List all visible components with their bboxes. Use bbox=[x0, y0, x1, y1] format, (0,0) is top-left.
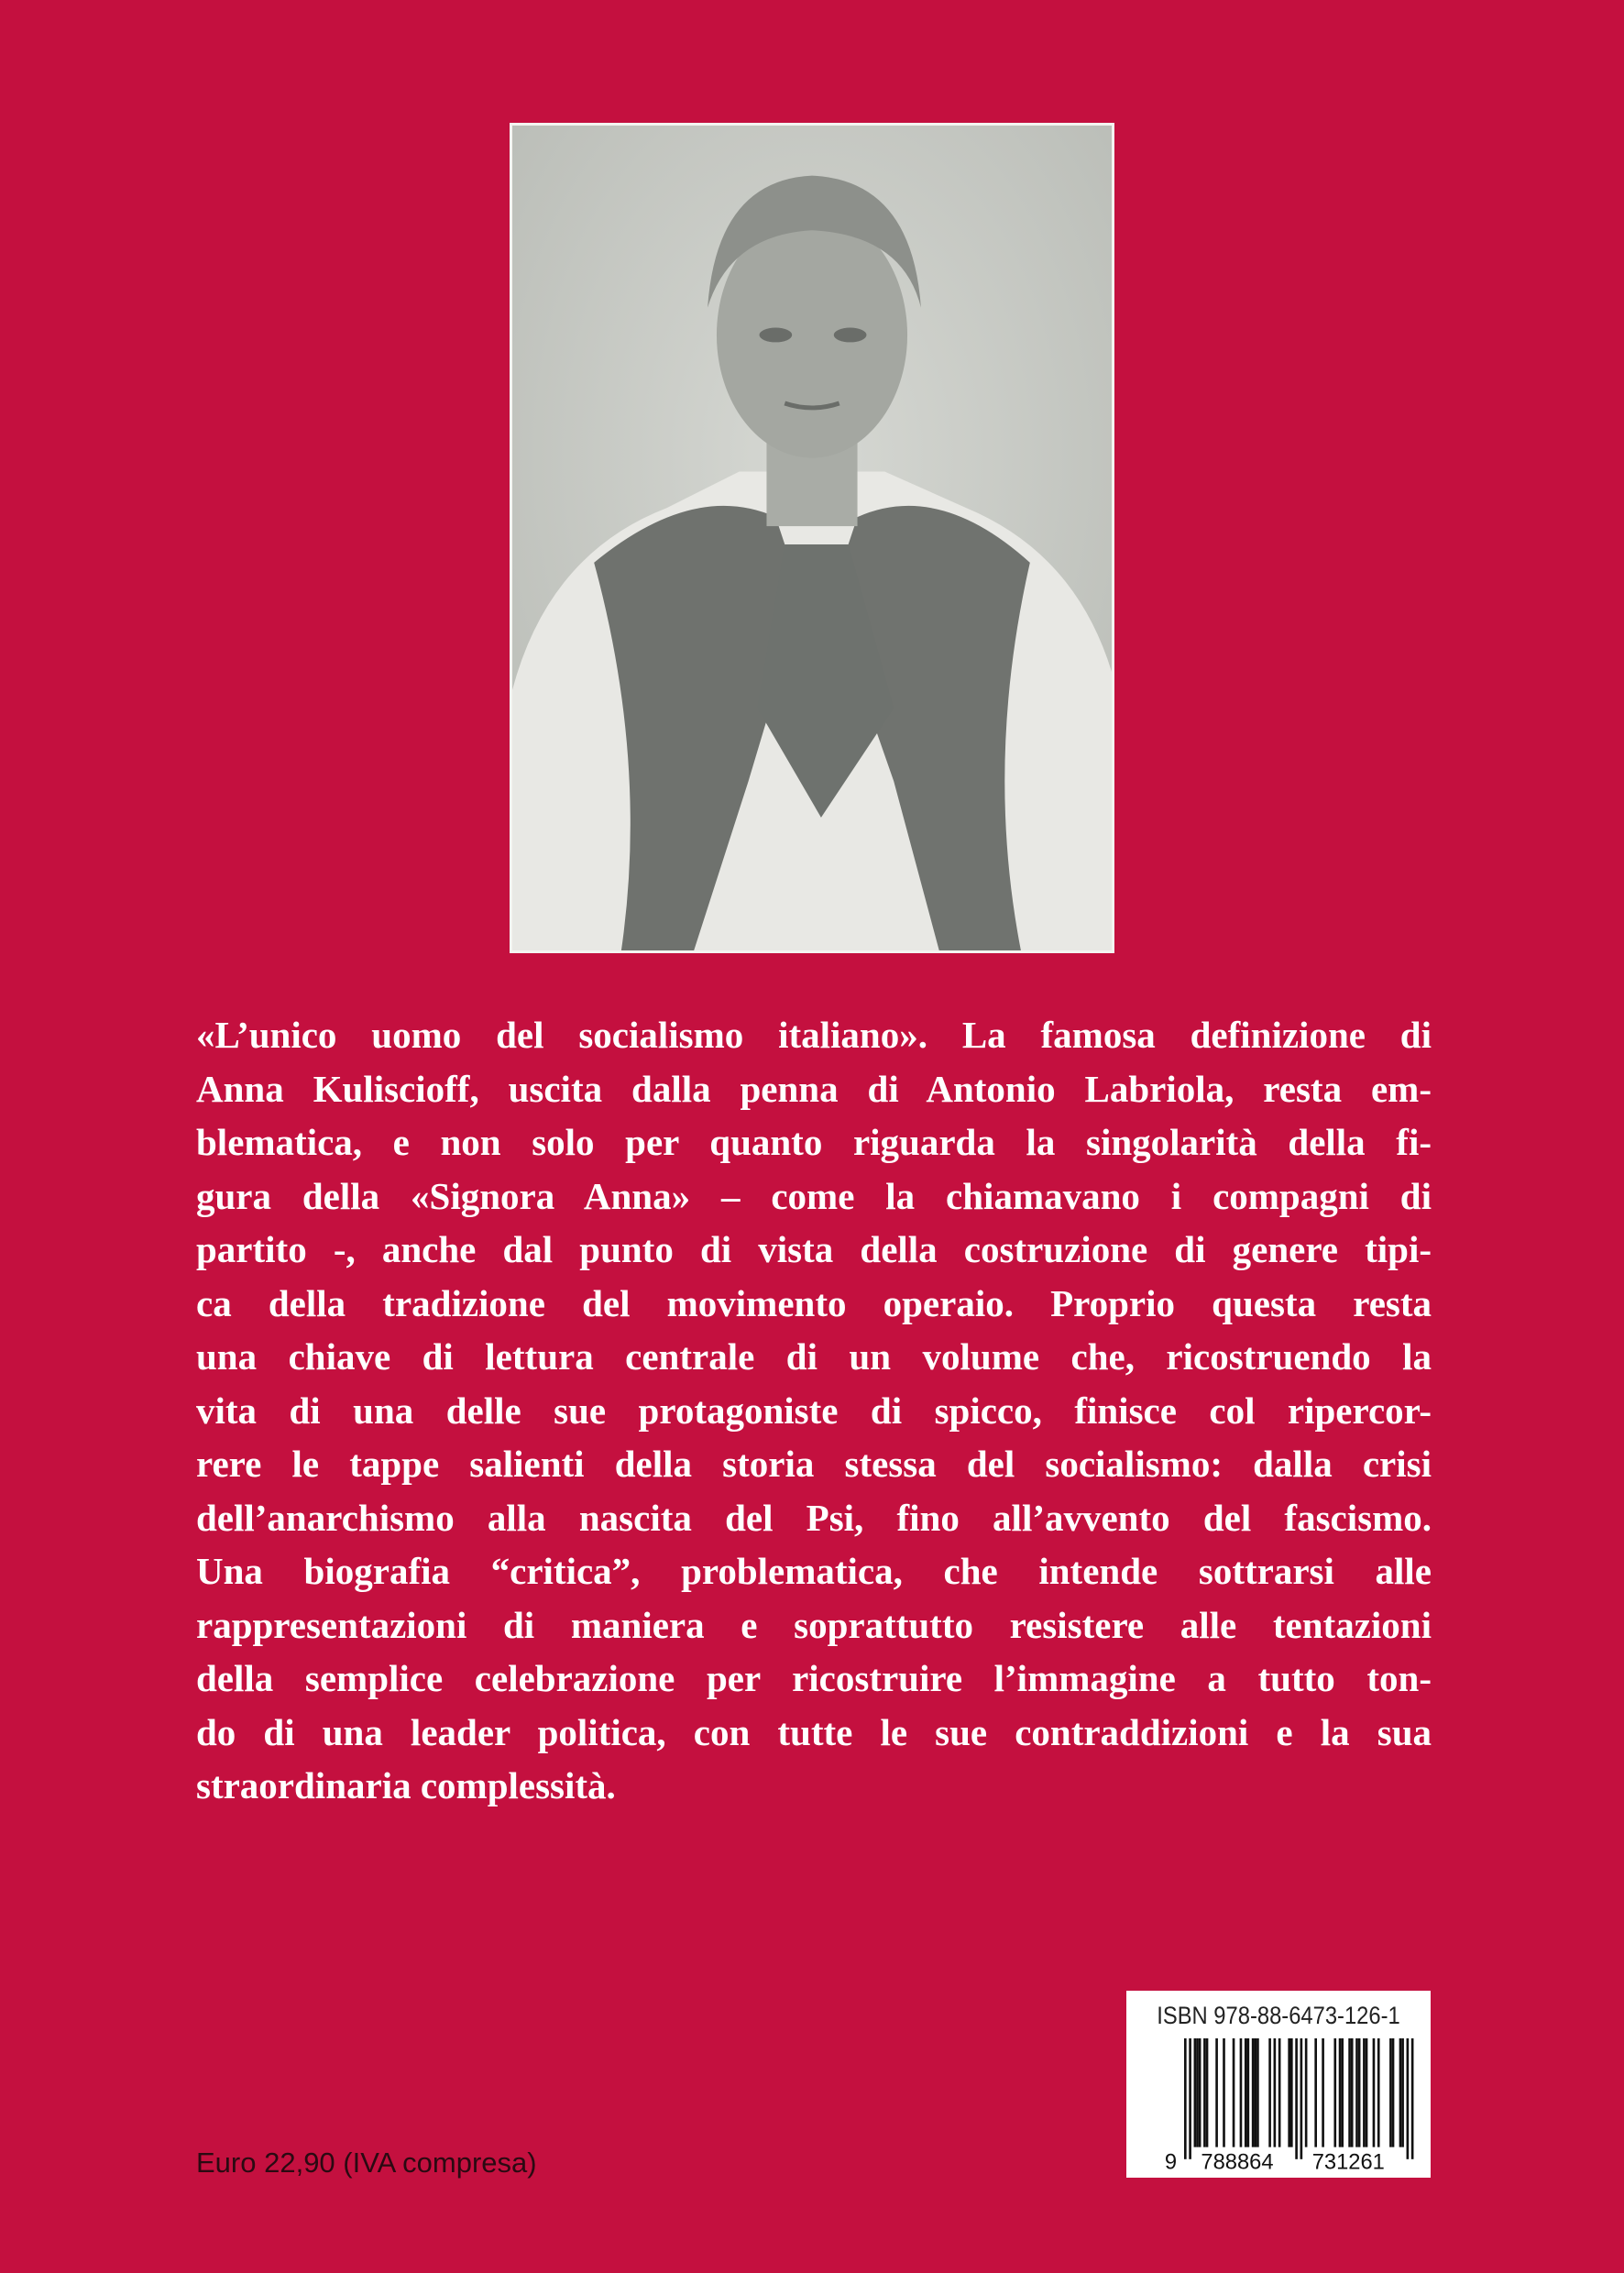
barcode-bar bbox=[1194, 2038, 1197, 2147]
barcode-bar bbox=[1254, 2038, 1256, 2147]
ean-first-digit: 9 bbox=[1164, 2150, 1178, 2171]
barcode-bar bbox=[1240, 2038, 1243, 2147]
back-cover-blurb bbox=[196, 1008, 1432, 1813]
blurb-line: blematica, e non solo per quanto riguarda la singolarità della fi- bbox=[196, 1121, 1432, 1163]
barcode-bar bbox=[1252, 2038, 1255, 2147]
author-portrait-photo bbox=[510, 123, 1114, 953]
blurb-line: partito -, anche dal punto di vista della costruzione di genere tipi- bbox=[196, 1228, 1432, 1270]
barcode-bar bbox=[1278, 2038, 1281, 2147]
barcode bbox=[1158, 2038, 1423, 2171]
barcode-bar bbox=[1351, 2038, 1354, 2147]
blurb-line: straordinaria complessità. bbox=[196, 1764, 616, 1806]
barcode-bar bbox=[1215, 2038, 1218, 2147]
barcode-bar bbox=[1206, 2038, 1209, 2147]
barcode-bar bbox=[1256, 2038, 1259, 2147]
barcode-bar bbox=[1268, 2038, 1271, 2147]
barcode-bar bbox=[1348, 2038, 1351, 2147]
barcode-bar bbox=[1399, 2038, 1402, 2147]
barcode-bar bbox=[1389, 2038, 1392, 2147]
barcode-bar bbox=[1203, 2038, 1206, 2147]
barcode-bar bbox=[1247, 2038, 1250, 2147]
blurb-line: Una biografia “critica”, problematica, che intende sottrarsi alle bbox=[196, 1550, 1432, 1592]
blurb-line: rere le tappe salienti della storia stessa del socialismo: dalla crisi bbox=[196, 1443, 1432, 1485]
barcode-bar bbox=[1411, 2038, 1414, 2159]
barcode-bar bbox=[1233, 2038, 1235, 2147]
barcode-bar bbox=[1199, 2038, 1202, 2147]
barcode-bar bbox=[1274, 2038, 1277, 2147]
blurb-line: della semplice celebrazione per ricostruire l’immagine a tutto ton- bbox=[196, 1657, 1432, 1699]
blurb-line: gura della «Signora Anna» – come la chiamavano i compagni di bbox=[196, 1174, 1432, 1217]
barcode-bar bbox=[1401, 2038, 1404, 2147]
blurb-line: ca della tradizione del movimento operaio. Proprio questa resta bbox=[196, 1281, 1432, 1324]
barcode-bar bbox=[1373, 2038, 1376, 2147]
barcode-bar bbox=[1355, 2038, 1358, 2147]
barcode-bar bbox=[1184, 2038, 1187, 2159]
barcode-bars bbox=[1184, 2038, 1413, 2159]
barcode-bar bbox=[1341, 2038, 1344, 2147]
ean-left-digits: 788864 bbox=[1201, 2150, 1274, 2171]
blurb-line: do di una leader politica, con tutte le sue contraddizioni e la sua bbox=[196, 1710, 1432, 1753]
blurb-line: dell’anarchismo alla nascita del Psi, fino all’avvento del fascismo. bbox=[196, 1496, 1432, 1539]
barcode-bar bbox=[1358, 2038, 1361, 2147]
blurb-line: vita di una delle sue protagoniste di spicco, finisce col ripercor- bbox=[196, 1389, 1432, 1432]
blurb-line: rappresentazioni di maniera e soprattutto resistere alle tentazioni bbox=[196, 1603, 1432, 1646]
barcode-bar bbox=[1245, 2038, 1247, 2147]
barcode-bar bbox=[1333, 2038, 1336, 2147]
barcode-bar bbox=[1189, 2038, 1191, 2159]
barcode-bar bbox=[1305, 2038, 1308, 2147]
barcode-bar bbox=[1407, 2038, 1410, 2159]
price-label: Euro 22,90 (IVA compresa) bbox=[196, 2147, 537, 2179]
barcode-bar bbox=[1314, 2038, 1317, 2147]
barcode-bar bbox=[1392, 2038, 1395, 2147]
blurb-line: una chiave di lettura centrale di un volume che, ricostruendo la bbox=[196, 1335, 1432, 1378]
barcode-bar bbox=[1377, 2038, 1380, 2147]
barcode-bar bbox=[1196, 2038, 1199, 2147]
barcode-bar bbox=[1223, 2038, 1225, 2147]
barcode-bar bbox=[1288, 2038, 1290, 2147]
ean-right-digits: 731261 bbox=[1311, 2150, 1385, 2171]
blurb-line: «L’unico uomo del socialismo italiano». La famosa definizione di bbox=[196, 1014, 1432, 1056]
isbn-barcode-box bbox=[1126, 1991, 1431, 2178]
barcode-bar bbox=[1290, 2038, 1293, 2147]
barcode-bar bbox=[1363, 2038, 1366, 2147]
barcode-bar bbox=[1366, 2038, 1368, 2147]
blurb-line: Anna Kuliscioff, uscita dalla penna di Antonio Labriola, resta em- bbox=[196, 1067, 1432, 1110]
portrait-illustration bbox=[512, 126, 1112, 950]
barcode-bar bbox=[1295, 2038, 1298, 2159]
barcode-bar bbox=[1300, 2038, 1303, 2159]
barcode-bar bbox=[1339, 2038, 1342, 2147]
barcode-bar bbox=[1322, 2038, 1324, 2147]
isbn-label: ISBN 978-88-6473-126-1 bbox=[1157, 2002, 1400, 2029]
